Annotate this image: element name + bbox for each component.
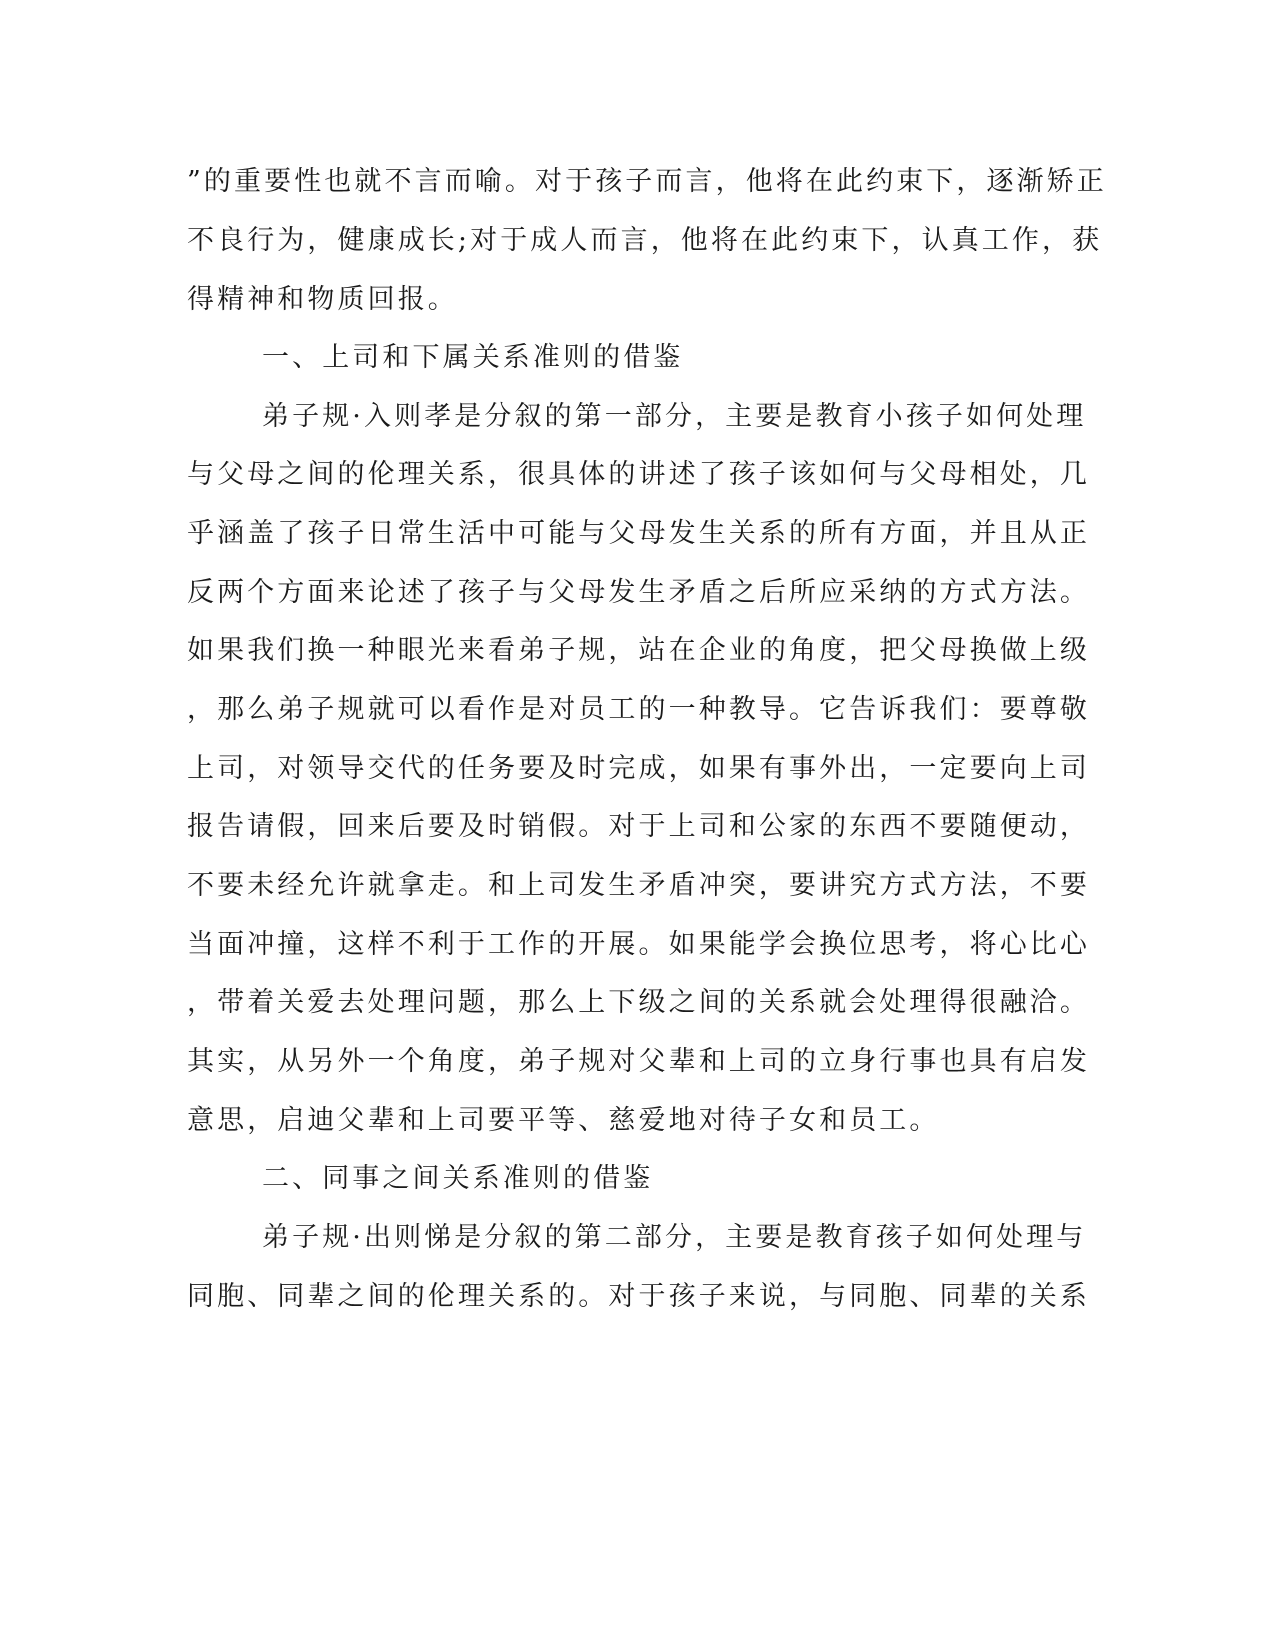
section-heading: 一、上司和下属关系准则的借鉴	[262, 342, 684, 373]
text-line: 反两个方面来论述了孩子与父母发生矛盾之后所应采纳的方式方法。	[187, 577, 1090, 608]
text-line: 意思，启迪父辈和上司要平等、慈爱地对待子女和员工。	[187, 1105, 940, 1136]
text-line: 乎涵盖了孩子日常生活中可能与父母发生关系的所有方面，并且从正	[187, 518, 1090, 549]
text-line: 与父母之间的伦理关系，很具体的讲述了孩子该如何与父母相处，几	[187, 459, 1090, 490]
paragraph-first-line: 弟子规·入则孝是分叙的第一部分，主要是教育小孩子如何处理	[262, 401, 1087, 432]
text-line: 不要未经允许就拿走。和上司发生矛盾冲突，要讲究方式方法，不要	[187, 870, 1090, 901]
text-line: ，那么弟子规就可以看作是对员工的一种教导。它告诉我们：要尊敬	[187, 694, 1090, 725]
text-line: ，带着关爱去处理问题，那么上下级之间的关系就会处理得很融洽。	[187, 987, 1090, 1018]
text-line: 其实，从另外一个角度，弟子规对父辈和上司的立身行事也具有启发	[187, 1046, 1090, 1077]
text-line: 上司，对领导交代的任务要及时完成，如果有事外出，一定要向上司	[187, 753, 1090, 784]
text-line: 得精神和物质回报。	[187, 284, 458, 315]
text-line: 不良行为，健康成长;对于成人而言，他将在此约束下，认真工作，获	[187, 225, 1103, 256]
text-line: 如果我们换一种眼光来看弟子规，站在企业的角度，把父母换做上级	[187, 635, 1090, 666]
section-heading: 二、同事之间关系准则的借鉴	[262, 1163, 654, 1194]
paragraph-first-line: 弟子规·出则悌是分叙的第二部分，主要是教育孩子如何处理与	[262, 1222, 1087, 1253]
text-line: 报告请假，回来后要及时销假。对于上司和公家的东西不要随便动，	[187, 811, 1090, 842]
text-line: ”的重要性也就不言而喻。对于孩子而言，他将在此约束下，逐渐矫正	[187, 166, 1107, 197]
text-line: 同胞、同辈之间的伦理关系的。对于孩子来说，与同胞、同辈的关系	[187, 1281, 1090, 1312]
text-line: 当面冲撞，这样不利于工作的开展。如果能学会换位思考，将心比心	[187, 929, 1090, 960]
